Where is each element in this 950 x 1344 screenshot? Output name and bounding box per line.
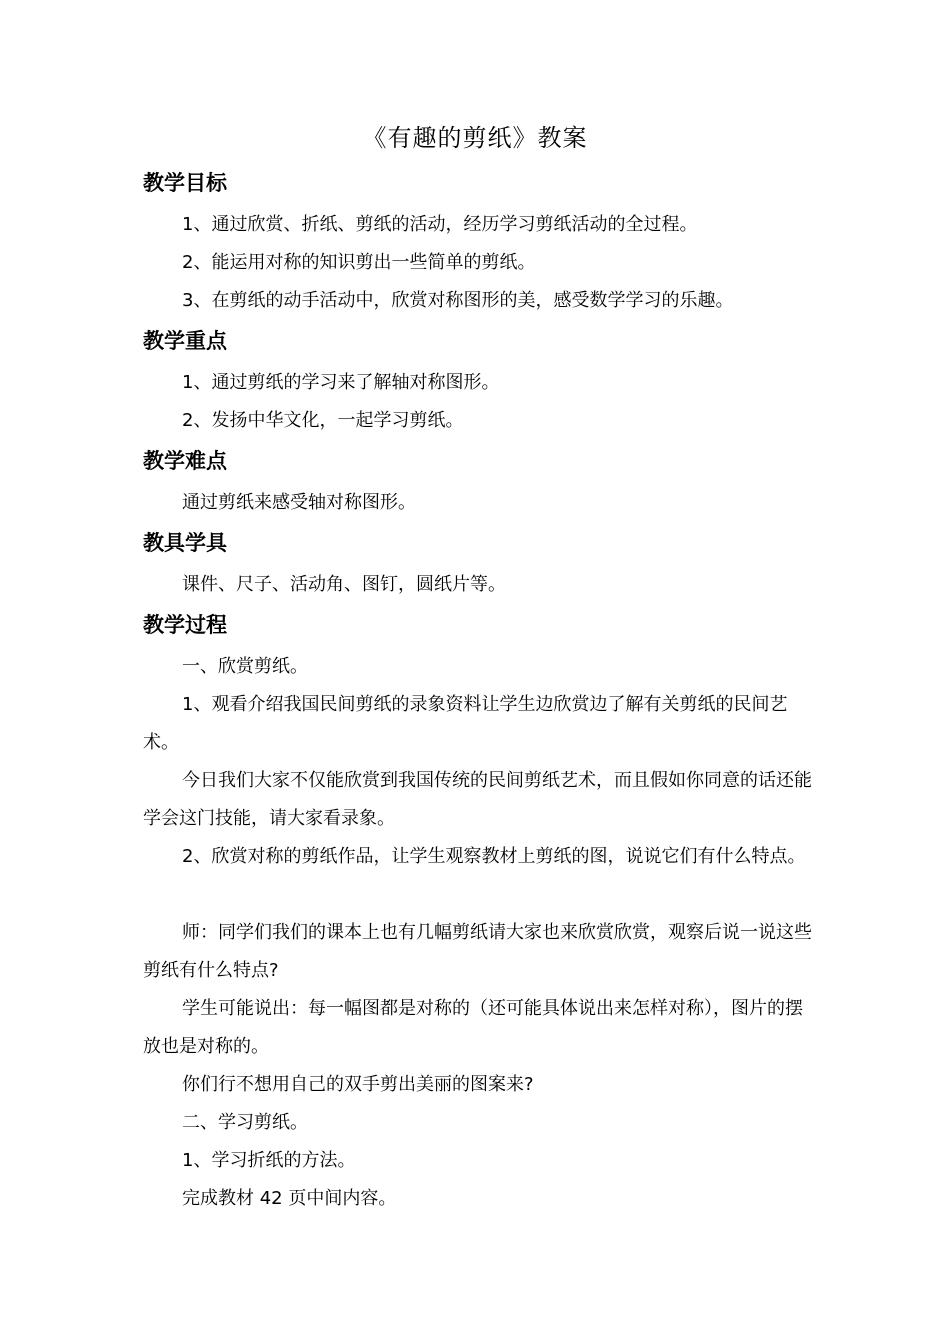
process-item-10: 完成教材 42 页中间内容。	[182, 1188, 397, 1209]
process-item-1: 一、欣赏剪纸。	[182, 656, 308, 677]
heading-tools: 教具学具	[143, 531, 227, 555]
process-item-4: 2、欣赏对称的剪纸作品，让学生观察教材上剪纸的图，说说它们有什么特点。	[182, 846, 806, 867]
heading-objectives: 教学目标	[143, 171, 227, 195]
process-item-2: 1、观看介绍我国民间剪纸的录象资料让学生边欣赏边了解有关剪纸的民间艺术。	[143, 694, 788, 753]
objective-item-1: 1、通过欣赏、折纸、剪纸的活动，经历学习剪纸活动的全过程。	[182, 214, 698, 235]
process-item-3: 今日我们大家不仅能欣赏到我国传统的民间剪纸艺术，而且假如你同意的话还能学会这门技能，请大家看录象。	[143, 770, 812, 829]
heading-process: 教学过程	[143, 613, 227, 637]
process-item-6: 学生可能说出：每一幅图都是对称的（还可能具体说出来怎样对称），图片的摆放也是对称的。	[143, 998, 803, 1057]
process-item-9: 1、学习折纸的方法。	[182, 1150, 356, 1171]
process-item-5: 师：同学们我们的课本上也有几幅剪纸请大家也来欣赏欣赏，观察后说一说这些剪纸有什么特点?	[143, 922, 812, 981]
objective-item-3: 3、在剪纸的动手活动中，欣赏对称图形的美，感受数学学习的乐趣。	[182, 290, 734, 311]
document-title: 《有趣的剪纸》教案	[362, 124, 588, 152]
difficulty-item-1: 通过剪纸来感受轴对称图形。	[182, 492, 416, 513]
heading-difficulties: 教学难点	[143, 449, 227, 473]
key-point-item-1: 1、通过剪纸的学习来了解轴对称图形。	[182, 372, 500, 393]
heading-key-points: 教学重点	[143, 329, 227, 353]
process-item-7: 你们行不想用自己的双手剪出美丽的图案来?	[182, 1074, 534, 1095]
objective-item-2: 2、能运用对称的知识剪出一些简单的剪纸。	[182, 252, 536, 273]
process-item-8: 二、学习剪纸。	[182, 1112, 308, 1133]
tools-item-1: 课件、尺子、活动角、图钉，圆纸片等。	[182, 574, 506, 595]
key-point-item-2: 2、发扬中华文化，一起学习剪纸。	[182, 410, 464, 431]
